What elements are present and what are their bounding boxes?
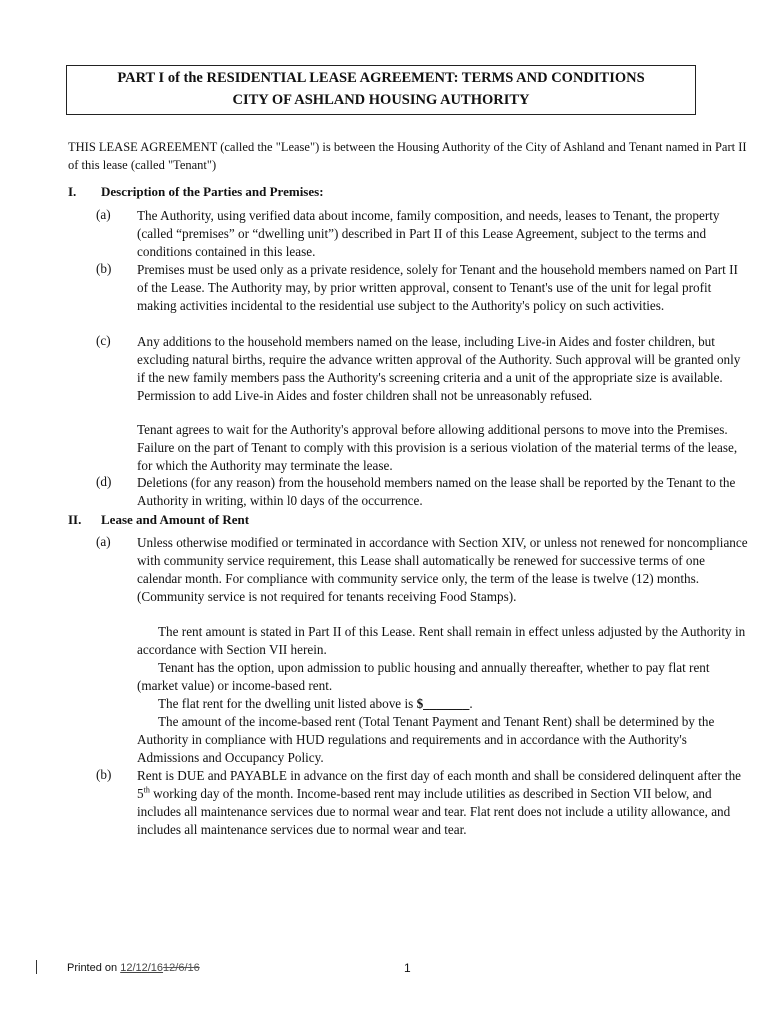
clause-2b-text bbox=[137, 767, 749, 839]
printed-date-new: 12/12/16 bbox=[120, 962, 164, 974]
clause-1a-text: The Authority, using verified data about income, family composition, and needs, leases to Tenant, the property (called “premises” or “dwelling unit”) described in Part II of this Lease Agreement, subject to the terms and conditions contained in this lease. bbox=[137, 208, 720, 259]
section-2-number: II. bbox=[68, 512, 82, 527]
document-title-line1: PART I of the RESIDENTIAL LEASE AGREEMENT: TERMS AND CONDITIONS bbox=[117, 70, 645, 86]
flat-rent-blank: $_______ bbox=[416, 696, 470, 711]
clause-1d-text: Deletions (for any reason) from the household members named on the lease shall be reported by the Tenant to the Authority in writing, within l0 days of the occurrence. bbox=[137, 475, 736, 508]
clause-2a-rent-amount: The rent amount is stated in Part II of this Lease. Rent shall remain in effect unless adjusted by the Authority in accordance with Section VII herein. bbox=[137, 624, 746, 657]
clause-2b-text-start: Rent is DUE and PAYABLE in advance on the first day of each month and shall be considered delinquent after the 5 bbox=[137, 768, 742, 801]
document-title-line2: CITY OF ASHLAND HOUSING AUTHORITY bbox=[232, 92, 530, 108]
change-bar bbox=[36, 960, 37, 974]
section-2-title: Lease and Amount of Rent bbox=[101, 512, 250, 527]
clause-1d-label: (d) bbox=[96, 474, 112, 489]
clause-2b-label: (b) bbox=[96, 767, 112, 782]
printed-date-old: 12/6/16 bbox=[163, 962, 200, 974]
printed-on-footer bbox=[67, 962, 200, 974]
section-1-number: I. bbox=[68, 184, 77, 199]
superscript-th: th bbox=[143, 785, 150, 795]
clause-1c-text-continued: Tenant agrees to wait for the Authority's approval before allowing additional persons to move into the Premises. Failure on the part of Tenant to comply with this provision is a serious violation of the material terms of the lease, for which the Authority may terminate the lease. bbox=[137, 422, 738, 473]
flat-rent-period: . bbox=[469, 696, 473, 711]
intro-paragraph: THIS LEASE AGREEMENT (called the "Lease") is between the Housing Authority of the City of Ashland and Tenant named in Part II of this lease (called "Tenant") bbox=[68, 140, 747, 172]
printed-on-label: Printed on bbox=[67, 962, 121, 974]
clause-2b-text-end: working day of the month. Income-based rent may include utilities as described in Section VII below, and includes all maintenance services due to normal wear and tear. Flat rent does not include a utility allowance, and includes all maintenance services due to normal wear and tear. bbox=[137, 786, 731, 837]
title-box bbox=[66, 65, 696, 115]
flat-rent-text: The flat rent for the dwelling unit listed above is bbox=[158, 696, 417, 711]
clause-1c-text: Any additions to the household members named on the lease, including Live-in Aides and foster children, but excluding natural births, require the advance written approval of the Authority. Such approval will be granted only if the new family members pass the Authority's screening criteria and a unit of the appropriate size is available. Permission to add Live-in Aides and foster children shall not be unreasonably refused. bbox=[137, 334, 741, 403]
page-number: 1 bbox=[404, 961, 411, 975]
clause-1c-label: (c) bbox=[96, 333, 111, 348]
clause-2a-rent-option: Tenant has the option, upon admission to public housing and annually thereafter, whether to pay flat rent (market value) or income-based rent. bbox=[137, 660, 710, 693]
clause-1b-text: Premises must be used only as a private residence, solely for Tenant and the household members named on Part II of the Lease. The Authority may, by prior written approval, consent to Tenant's use of the unit for legal profit making activities incidental to the residential use subject to the Authority's policy on such activities. bbox=[137, 262, 738, 313]
clause-1b-label: (b) bbox=[96, 261, 112, 276]
clause-2a-income-rent: The amount of the income-based rent (Total Tenant Payment and Tenant Rent) shall be determined by the Authority in compliance with HUD regulations and requirements and in accordance with the Authority's Admissions and Occupancy Policy. bbox=[137, 714, 715, 765]
section-1-title: Description of the Parties and Premises: bbox=[101, 184, 324, 199]
clause-2a-label: (a) bbox=[96, 534, 111, 549]
clause-2a-text: Unless otherwise modified or terminated in accordance with Section XIV, or unless not renewed for noncompliance with community service requirement, this Lease shall automatically be renewed for successive terms of one calendar month. For compliance with community service only, the term of the lease is twelve (12) months. (Community service is not required for tenants receiving Food Stamps). bbox=[137, 535, 748, 604]
clause-1a-label: (a) bbox=[96, 207, 111, 222]
clause-2a-flat-rent bbox=[137, 695, 749, 713]
